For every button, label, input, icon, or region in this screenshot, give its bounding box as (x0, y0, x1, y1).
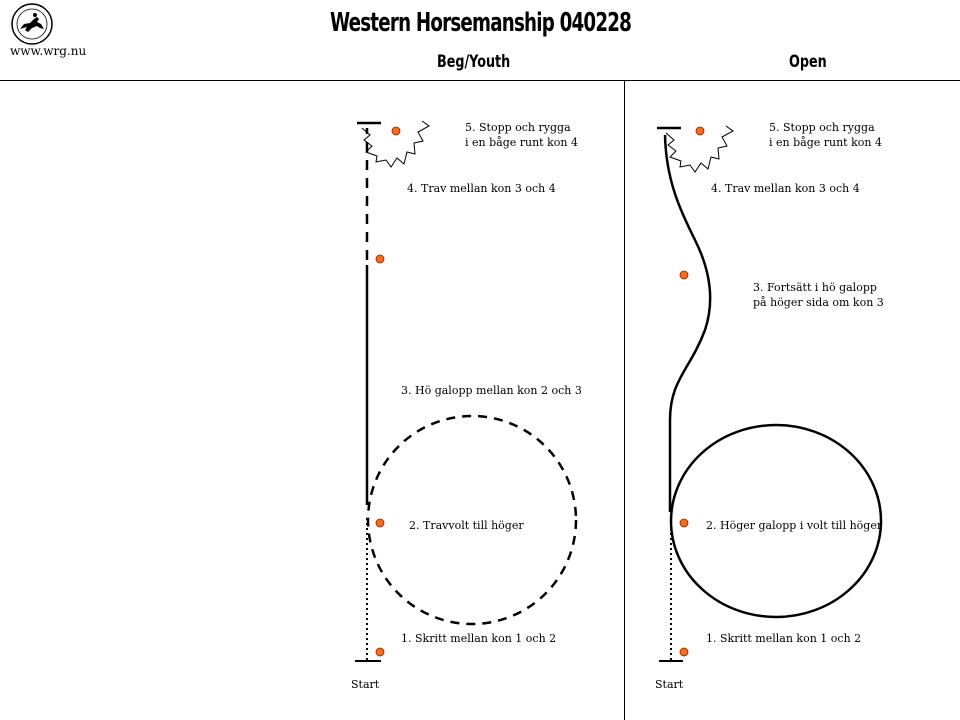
step-3-label: 3. Fortsätt i hö galopp (753, 281, 877, 294)
step-4-label: 4. Trav mellan kon 3 och 4 (711, 182, 860, 195)
step-3-label: 3. Hö galopp mellan kon 2 och 3 (401, 384, 582, 397)
step-4-label: 4. Trav mellan kon 3 och 4 (407, 182, 556, 195)
column-heading-beg-youth: Beg/Youth (437, 52, 511, 72)
start-label: Start (655, 678, 684, 691)
step-3-label-cont: på höger sida om kon 3 (753, 296, 884, 309)
open-pattern (657, 126, 881, 661)
lope-serpentine-path (665, 135, 710, 512)
step-5-label-cont: i en båge runt kon 4 (465, 136, 578, 149)
website-url: www.wrg.nu (10, 44, 87, 58)
step-5-label: 5. Stopp och rygga (769, 121, 875, 134)
step-2-label: 2. Travvolt till höger (409, 519, 524, 532)
cone-4 (696, 127, 704, 135)
cone-1 (680, 648, 688, 656)
cone-4 (392, 127, 400, 135)
cone-2 (680, 519, 688, 527)
start-label: Start (351, 678, 380, 691)
column-heading-open: Open (789, 52, 827, 72)
step-1-label: 1. Skritt mellan kon 1 och 2 (706, 632, 862, 645)
page-title: Western Horsemanship 040228 (330, 8, 632, 38)
step-1-label: 1. Skritt mellan kon 1 och 2 (401, 632, 557, 645)
step-5-label: 5. Stopp och rygga (465, 121, 571, 134)
cone-3 (376, 255, 384, 263)
step-2-label: 2. Höger galopp i volt till höger (706, 519, 883, 532)
step-5-label-cont: i en båge runt kon 4 (769, 136, 882, 149)
cone-1 (376, 648, 384, 656)
cone-2 (376, 519, 384, 527)
cone-3 (680, 271, 688, 279)
